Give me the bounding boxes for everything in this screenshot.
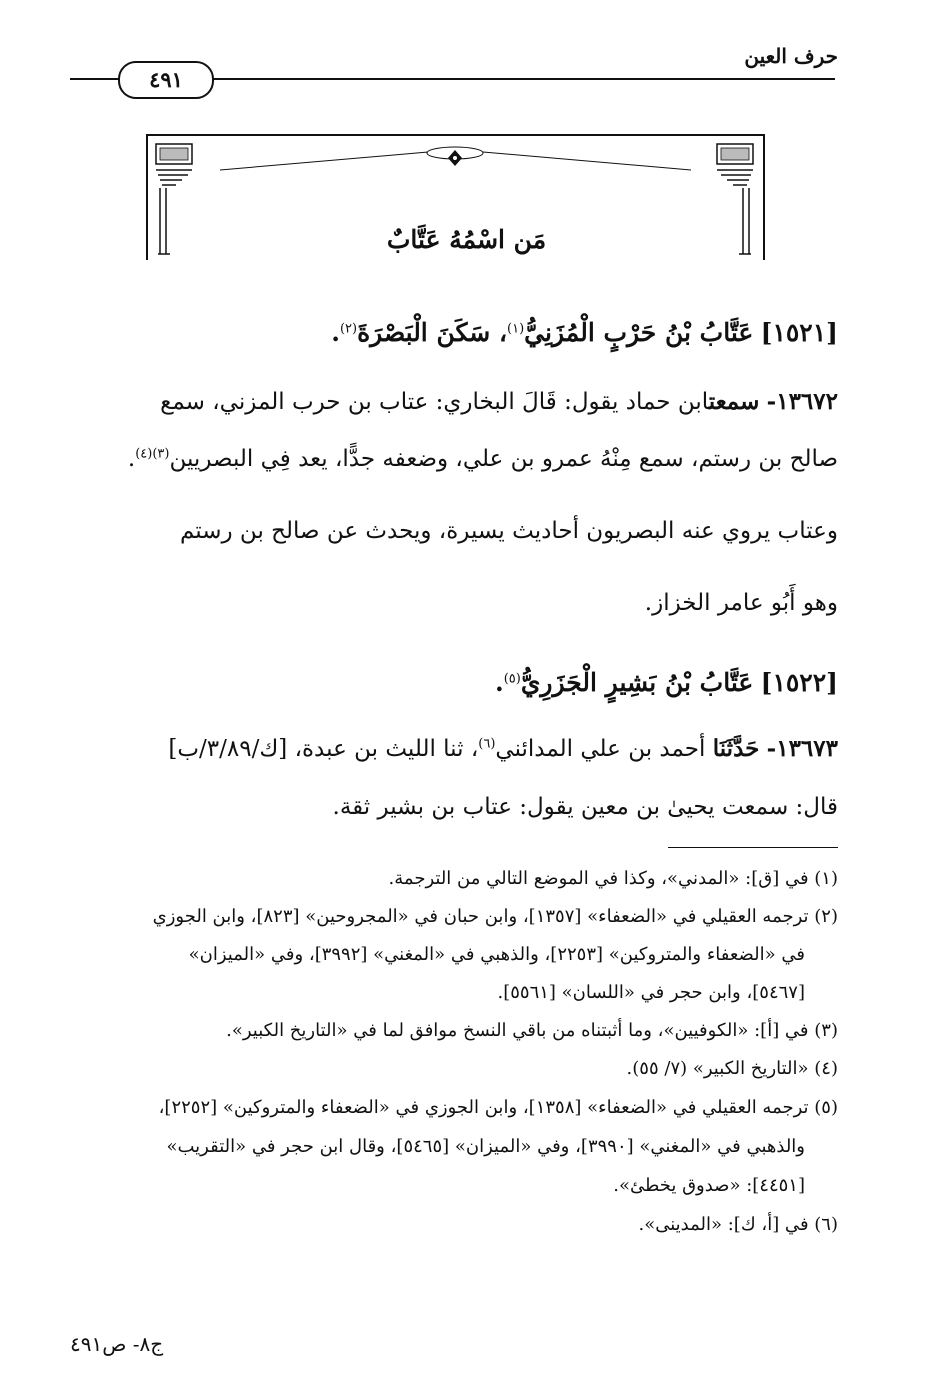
paragraph-13672-line1 [160,388,838,415]
footnote-line: والذهبي في «المغني» [٣٩٩٠]، وفي «الميزان» [٥٤٦٥]، وقال ابن حجر في «التقريب» [166,1136,805,1157]
section-title: مَن اسْمُهُ عَتَّابٌ [386,225,547,254]
footnote-line: (١) في [ق]: «المدني»، وكذا في الموضع التالي من الترجمة. [388,868,838,889]
paragraph-commentary-line2: وهو أَبُو عامر الخزاز. [644,590,838,616]
footnote-line: (٤) «التاريخ الكبير» (٧/ ٥٥). [626,1058,838,1079]
entry-number: [١٥٢٢] [760,668,838,697]
text-line: صالح بن رستم، سمع مِنْهُ عمرو بن علي، وضعفه جدًّا، يعد فِي البصريين [169,446,838,472]
entry-heading-1522 [495,668,838,697]
footnote-separator [668,847,838,848]
hadith-number: ١٣٦٧٣- [766,735,838,762]
footnote-line: (٢) ترجمه العقيلي في «الضعفاء» [١٣٥٧]، وابن حبان في «المجروحين» [٨٢٣]، وابن الجوزي [152,906,838,927]
text-line: أحمد بن علي المدائني [495,736,706,762]
footnote-line: في «الضعفاء والمتروكين» [٢٢٥٣]، والذهبي في «المغني» [٣٩٩٢]، وفي «الميزان» [188,944,805,965]
entry-rest: ، سَكَنَ الْبَصْرَةَ [357,318,508,347]
footnote-line: [٤٤٥١]: «صدوق يخطئ». [613,1175,805,1196]
entry-end: . [494,668,504,697]
narration-verb: حَدَّثَنَا [712,735,760,762]
entry-name: عَتَّابُ بْنُ حَرْبٍ الْمُزَنِيُّ [524,318,754,347]
footnote-line: (٣) في [أ]: «الكوفيين»، وما أثبتناه من باقي النسخ موافق لما في «التاريخ الكبير». [226,1020,838,1041]
entry-heading-1521 [331,318,838,347]
footnote-line: (٥) ترجمه العقيلي في «الضعفاء» [١٣٥٨]، وابن الجوزي في «الضعفاء والمتروكين» [٢٢٥٢]، [158,1097,838,1118]
narration-verb: سمعت [708,388,760,415]
footnote-ref: (٥) [503,671,521,687]
paragraph-13672-line2 [128,446,838,472]
footnote-ref: (٣)(٤) [135,446,170,462]
text-line: ، ثنا الليث بن عبدة، [ك/٣/٨٩/ب] [168,736,479,762]
text-end: . [127,446,136,472]
footnote-line: [٥٤٦٧]، وابن حجر في «اللسان» [٥٥٦١]. [497,982,805,1003]
paragraph-13673-line2: قال: سمعت يحيىٰ بن معين يقول: عتاب بن بشير ثقة. [332,794,838,820]
entry-name: عَتَّابُ بْنُ بَشِيرٍ الْجَزَرِيُّ [520,668,754,697]
paragraph-13673-line1 [168,735,838,762]
footnote-ref: (١) [507,321,525,337]
entry-end: . [331,318,340,347]
footnote-line: (٦) في [أ، ك]: «المدينى». [638,1214,838,1235]
footnote-ref: (٢) [339,321,358,337]
page-number-badge: ٤٩١ [118,61,214,99]
hadith-number: ١٣٦٧٢- [766,388,838,415]
text-line: ابن حماد يقول: قَالَ البخاري: عتاب بن حرب المزني، سمع [160,389,709,415]
paragraph-commentary-line1: وعتاب يروي عنه البصريون أحاديث يسيرة، ويحدث عن صالح بن رستم [180,518,838,544]
volume-page-reference: ج٨- ص٤٩١ [70,1332,164,1356]
entry-number: [١٥٢١] [760,318,838,347]
running-head-title: حرف العين [744,44,838,68]
footnote-ref: (٦) [478,736,496,752]
